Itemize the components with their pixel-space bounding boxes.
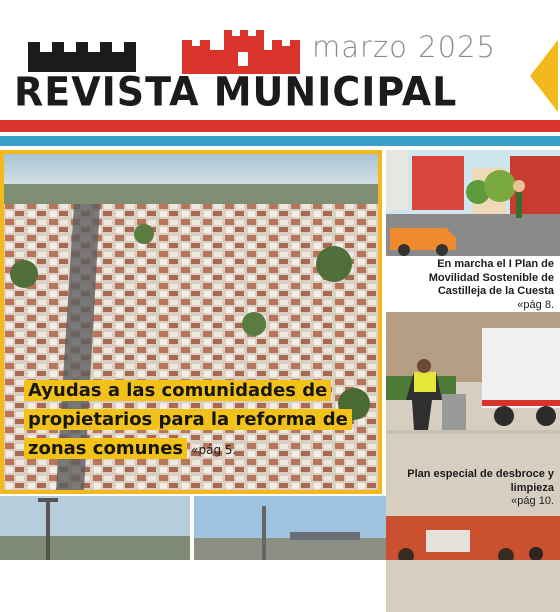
red-stripe bbox=[0, 120, 560, 132]
street-cleaning-image bbox=[386, 312, 560, 612]
cover-headline bbox=[24, 376, 374, 465]
issue-date: marzo 2025 bbox=[312, 30, 496, 64]
mobility-title: En marcha el I Plan de Movilidad Sostenible de Castilleja de la Cuesta bbox=[428, 258, 554, 297]
cleaning-page-ref: «pág 10. bbox=[511, 495, 554, 507]
cleaning-title: Plan especial de desbroce y limpieza bbox=[407, 468, 554, 494]
bottom-photos-image bbox=[0, 496, 386, 560]
masthead-header bbox=[0, 0, 560, 140]
cover-aerial-photo bbox=[0, 150, 382, 494]
yellow-arrow-icon bbox=[528, 40, 560, 112]
masthead-title: REVISTA MUNICIPAL bbox=[14, 68, 458, 116]
cover-page-ref: «pág 5. bbox=[191, 443, 237, 457]
mobility-page-ref: «pág 8. bbox=[517, 298, 554, 311]
city-mobility-image bbox=[386, 150, 560, 256]
cover-headline-text: Ayudas a las comunidades de propietarios para la reforma de zonas comunes bbox=[24, 380, 352, 459]
mobility-caption bbox=[388, 258, 554, 312]
cleaning-photo bbox=[386, 312, 560, 612]
red-castle-icon bbox=[178, 26, 306, 74]
blue-stripe bbox=[0, 136, 560, 146]
bottom-photo-strip bbox=[0, 496, 560, 560]
mobility-illustration bbox=[386, 150, 560, 256]
